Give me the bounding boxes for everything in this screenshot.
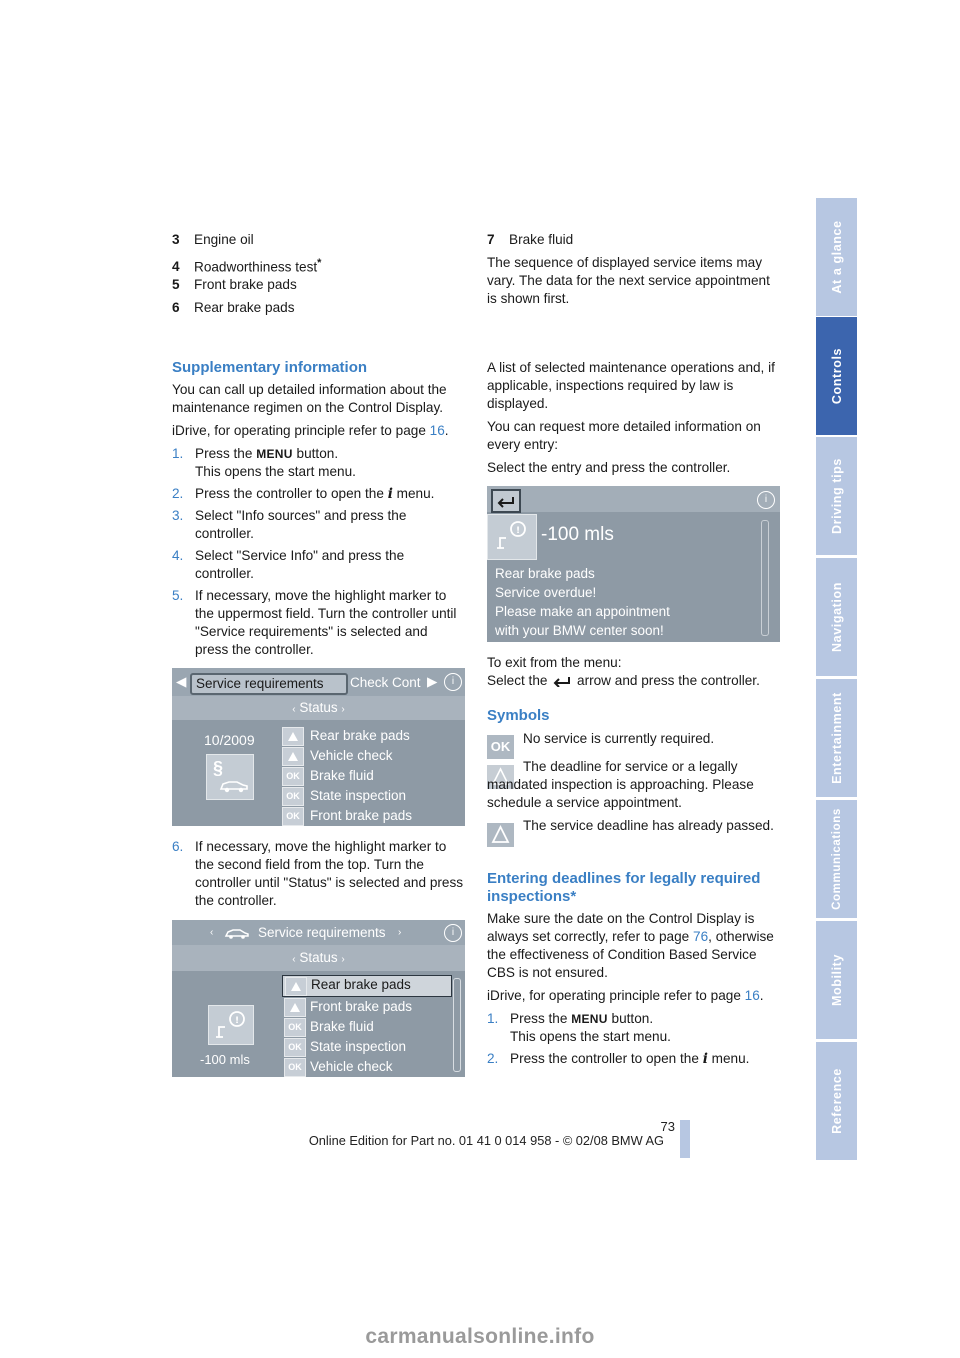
sidebar-tab-driving-tips[interactable]: Driving tips — [816, 437, 857, 555]
screen-tab-bar — [172, 668, 465, 696]
ok-badge: OK — [284, 1018, 306, 1037]
ok-badge: OK — [282, 767, 304, 786]
idrive-ref: iDrive, for operating principle refer to page 16. — [487, 988, 764, 1003]
page-link[interactable]: 16 — [744, 988, 760, 1003]
step-2: 2. Press the controller to open the i menu. — [172, 486, 435, 502]
list-item[interactable]: OK Brake fluid — [282, 1017, 452, 1037]
right-intro — [487, 359, 779, 482]
entering-deadlines-heading: Entering deadlines for legally required inspections* — [487, 870, 761, 905]
step-2: 2. Press the controller to open the i menu. — [487, 1051, 750, 1067]
step-4: 4. Select "Service Info" and press the controller. — [172, 548, 405, 581]
car-icon — [224, 927, 250, 939]
step-1: 1. Press the MENU button. This opens the start menu. — [487, 1011, 671, 1044]
detail-message: Rear brake pads Service overdue! Please make an appointment with your BMW center soon! — [495, 566, 670, 638]
state-inspection-icon: § — [206, 754, 254, 800]
tab-service-requirements[interactable]: Service requirements — [190, 673, 348, 695]
sidebar-tab-communications[interactable]: Communications — [816, 800, 857, 918]
scrollbar[interactable] — [453, 978, 461, 1072]
list-item: 5 Front brake pads — [172, 277, 297, 292]
menu-button-icon: MENU — [256, 447, 293, 461]
warning-icon — [284, 998, 306, 1017]
page-link[interactable]: 16 — [429, 423, 445, 438]
back-arrow-icon — [551, 675, 573, 687]
symbol-overdue-text: The service deadline has already passed. — [523, 818, 774, 833]
list-item[interactable]: Vehicle check — [282, 746, 465, 766]
screen-title-bar: ‹ Service requirements › i — [172, 920, 465, 945]
warning-icon — [282, 747, 304, 766]
supplementary-body — [172, 381, 464, 663]
step-5: 5. If necessary, move the highlight marker to the uppermost field. Turn the controller until "Service requirements" is selected and press the controller. — [172, 588, 457, 657]
page-number-bar — [680, 1120, 690, 1158]
info-icon: i — [702, 1051, 708, 1067]
svg-text:!: ! — [234, 1016, 240, 1026]
tab-check-control[interactable]: Check Cont — [350, 675, 421, 690]
scrollbar[interactable] — [761, 520, 769, 636]
list-item[interactable]: OK State inspection — [282, 1037, 452, 1057]
list-item[interactable]: OK Vehicle check — [282, 1057, 452, 1077]
steps-list — [172, 445, 464, 659]
sidebar-tab-navigation[interactable]: Navigation — [816, 558, 857, 676]
arrow-left-icon: ◀ — [176, 674, 187, 689]
list-item: 7 Brake fluid — [487, 232, 574, 247]
info-circle-icon: i — [757, 491, 775, 509]
steps-list — [487, 1010, 779, 1068]
info-circle-icon: i — [444, 673, 462, 691]
symbols-heading: Symbols — [487, 707, 550, 724]
top-list-right — [487, 231, 782, 313]
ok-badge: OK — [487, 735, 514, 759]
arrow-right-icon: ▶ — [427, 674, 438, 689]
top-list-left — [172, 231, 462, 321]
brake-service-icon — [487, 514, 537, 560]
list-item[interactable]: OK Front brake pads — [282, 806, 465, 826]
status-row[interactable]: ‹ Status › — [172, 945, 465, 971]
ok-badge: OK — [284, 1038, 306, 1057]
watermark: carmanualsonline.info — [365, 1325, 595, 1348]
list-item: 3 Engine oil — [172, 232, 254, 247]
screen-top-bar — [487, 486, 780, 512]
brake-service-icon — [208, 1005, 254, 1045]
sidebar-tab-entertainment[interactable]: Entertainment — [816, 679, 857, 797]
service-items-list — [282, 722, 465, 826]
page-link[interactable]: 76 — [693, 929, 709, 944]
detail-description: You can request more detailed information on every entry: — [487, 419, 761, 452]
sidebar-tab-reference[interactable]: Reference — [816, 1042, 857, 1160]
list-item[interactable]: OK State inspection — [282, 786, 465, 806]
service-items-list — [282, 973, 452, 1077]
warning-icon — [282, 727, 304, 746]
idrive-ref: iDrive, for operating principle refer to page 16. — [172, 423, 449, 438]
sequence-note: The sequence of displayed service items may vary. The data for the next service appointment is shown first. — [487, 254, 770, 306]
mileage: -100 mls — [541, 524, 614, 545]
service-date: 10/2009 — [204, 732, 255, 748]
intro-text: You can call up detailed information about the maintenance regimen on the Control Display. — [172, 382, 447, 415]
ok-badge: OK — [282, 787, 304, 806]
entering-body — [487, 910, 779, 1072]
select-instruction: Select the entry and press the controller. — [487, 460, 731, 475]
list-item-selected[interactable]: Rear brake pads — [282, 975, 452, 997]
svg-text:!: ! — [515, 526, 521, 536]
step-1: 1. Press the MENU button. This opens the start menu. — [172, 446, 356, 479]
exit-instructions: To exit from the menu: Select the arrow and press the controller. — [487, 655, 760, 688]
screen-title: Service requirements — [258, 925, 386, 940]
list-item[interactable]: Rear brake pads — [282, 726, 465, 746]
screen-status — [172, 920, 465, 1077]
sidebar-tab-at-a-glance[interactable]: At a glance — [816, 198, 857, 316]
supplementary-heading: Supplementary information — [172, 359, 368, 376]
list-item[interactable]: Front brake pads — [282, 997, 452, 1017]
overdue-warning-icon — [487, 823, 514, 847]
screen-detail — [487, 486, 780, 642]
step-6-block — [172, 838, 464, 914]
step-6: 6. If necessary, move the highlight marker to the second field from the top. Turn the controller until "Status" is selected and press the controller. — [172, 839, 464, 908]
symbol-ok-text: No service is currently required. — [523, 731, 715, 746]
page-number: 73 — [660, 1119, 675, 1134]
info-circle-icon: i — [444, 924, 462, 942]
footer-text: Online Edition for Part no. 01 41 0 014 958 - © 02/08 BMW AG — [308, 1133, 664, 1148]
info-icon: i — [387, 486, 393, 502]
list-item: 6 Rear brake pads — [172, 299, 295, 315]
list-description: A list of selected maintenance operations and, if applicable, inspections required by law is displayed. — [487, 360, 775, 411]
list-item: 4 Roadworthiness test* — [172, 256, 322, 275]
status-row[interactable]: ‹ Status › — [172, 696, 465, 720]
warning-icon — [285, 977, 307, 996]
ok-badge: OK — [282, 807, 304, 826]
symbol-approaching-para: The deadline for service or a legally mandated inspection is approaching. Please schedule a service appointment. — [487, 759, 754, 810]
sidebar-tab-mobility[interactable]: Mobility — [816, 921, 857, 1039]
screen-service-requirements — [172, 668, 465, 826]
mileage: -100 mls — [200, 1052, 250, 1067]
menu-button-icon: MENU — [571, 1012, 608, 1026]
back-arrow-button[interactable] — [491, 489, 521, 513]
sidebar-tab-controls[interactable]: Controls — [816, 317, 857, 435]
step-3: 3. Select "Info sources" and press the controller. — [172, 508, 407, 541]
date-note: Make sure the date on the Control Display is always set correctly, refer to page 76, otherwise the effectiveness of Condition Based Service CBS is not ensured. — [487, 911, 774, 980]
list-item[interactable]: OK Brake fluid — [282, 766, 465, 786]
ok-badge: OK — [284, 1058, 306, 1077]
